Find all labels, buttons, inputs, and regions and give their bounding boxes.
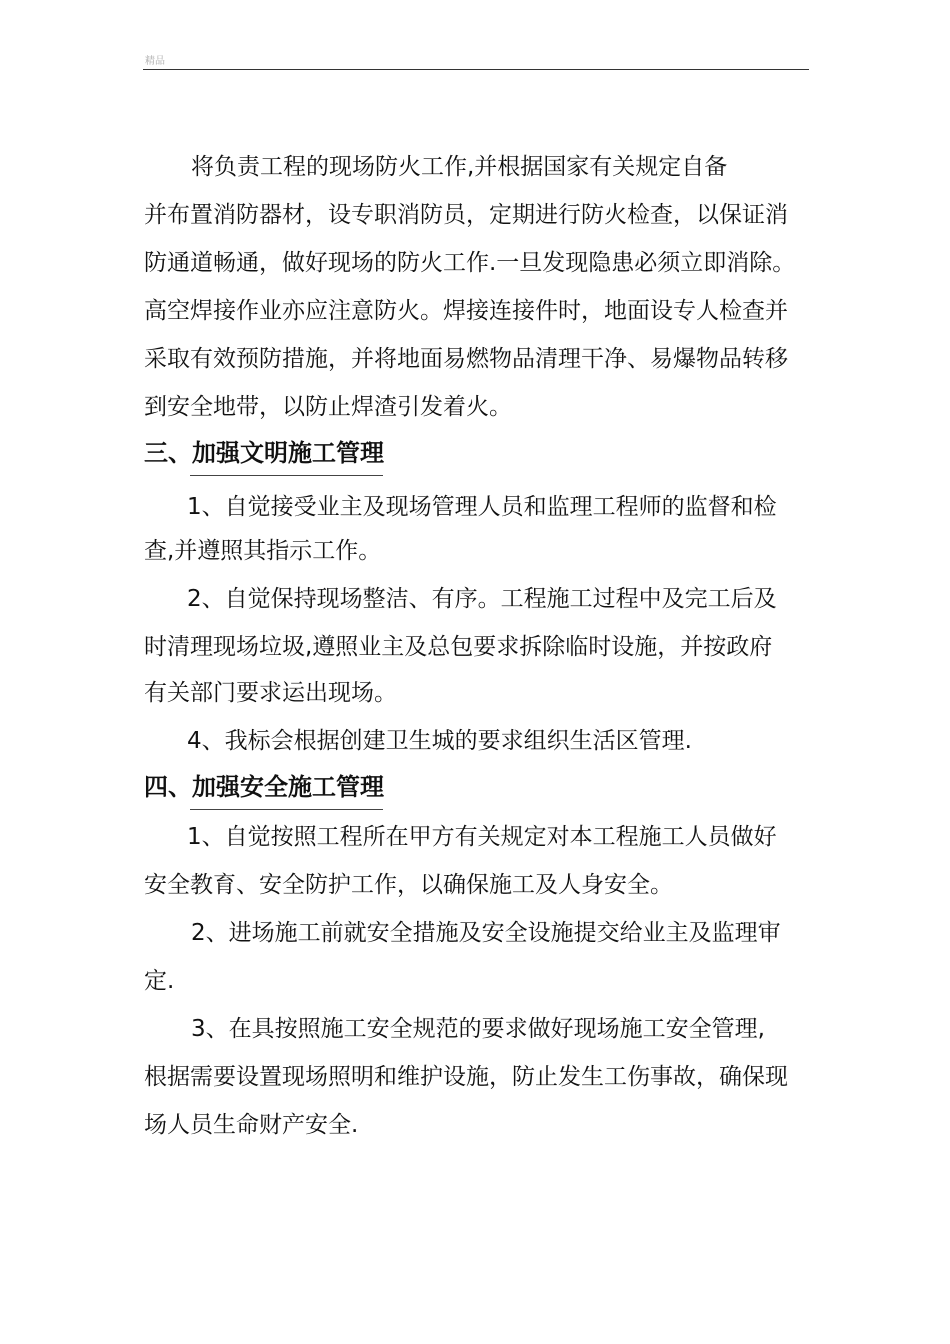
list-item-line: 根据需要设置现场照明和维护设施，防止发生工伤事故，确保现 bbox=[144, 1064, 788, 1090]
list-item-line: 定. bbox=[144, 968, 175, 994]
list-item-line: 有关部门要求运出现场。 bbox=[144, 680, 397, 706]
heading-underline bbox=[190, 809, 383, 810]
paragraph-line: 将负责工程的现场防火工作,并根据国家有关规定自备 bbox=[191, 154, 728, 180]
heading-underline bbox=[190, 475, 383, 476]
list-item-line: 安全教育、安全防护工作，以确保施工及人身安全。 bbox=[144, 872, 673, 898]
paragraph-line: 并布置消防器材，设专职消防员，定期进行防火检查，以保证消 bbox=[144, 202, 788, 228]
list-item-line: 场人员生命财产安全. bbox=[144, 1112, 359, 1138]
list-item-line: 2、自觉保持现场整洁、有序。工程施工过程中及完工后及 bbox=[187, 586, 777, 612]
list-item-line: 时清理现场垃圾,遵照业主及总包要求拆除临时设施，并按政府 bbox=[144, 634, 773, 660]
list-item-line: 1、自觉接受业主及现场管理人员和监理工程师的监督和检 bbox=[187, 494, 777, 520]
section-heading: 三、加强文明施工管理 bbox=[144, 439, 384, 467]
list-item-line: 2、进场施工前就安全措施及安全设施提交给业主及监理审 bbox=[191, 920, 781, 946]
list-item-line: 4、我标会根据创建卫生城的要求组织生活区管理. bbox=[187, 728, 692, 754]
list-item-line: 查,并遵照其指示工作。 bbox=[144, 538, 382, 564]
list-item-line: 3、在具按照施工安全规范的要求做好现场施工安全管理, bbox=[191, 1016, 765, 1042]
paragraph-line: 到安全地带，以防止焊渣引发着火。 bbox=[144, 394, 512, 420]
header-divider bbox=[143, 69, 809, 70]
section-heading: 四、加强安全施工管理 bbox=[144, 773, 384, 801]
paragraph-line: 高空焊接作业亦应注意防火。焊接连接件时，地面设专人检查并 bbox=[144, 298, 788, 324]
list-item-line: 1、自觉按照工程所在甲方有关规定对本工程施工人员做好 bbox=[187, 824, 777, 850]
paragraph-line: 防通道畅通，做好现场的防火工作.一旦发现隐患必须立即消除。 bbox=[144, 250, 796, 276]
paragraph-line: 采取有效预防措施，并将地面易燃物品清理干净、易爆物品转移 bbox=[144, 346, 788, 372]
header-mark: 精品 bbox=[145, 56, 165, 67]
